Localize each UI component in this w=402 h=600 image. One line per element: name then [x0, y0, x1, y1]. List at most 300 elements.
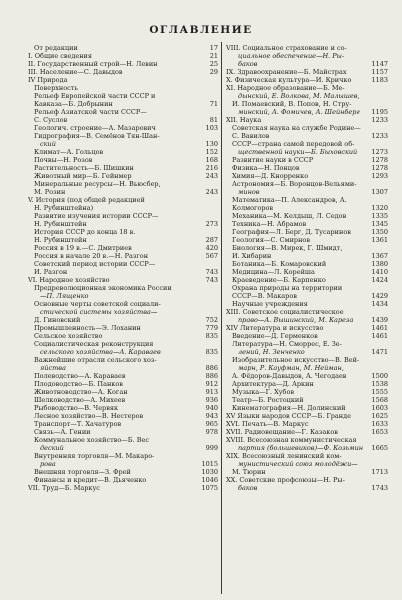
toc-entry [28, 220, 218, 228]
toc-entry [226, 84, 388, 92]
toc-entry [226, 300, 388, 308]
toc-entry [226, 236, 388, 244]
toc-entry [28, 340, 218, 348]
toc-entry-title: Животный мир—Б. Гейнмер [34, 172, 132, 180]
toc-entry [28, 372, 218, 380]
toc-entry [226, 476, 388, 484]
toc-entry [28, 324, 218, 332]
toc-entry-title: Растительность—Б. Шишкин [34, 164, 134, 172]
toc-entry-title: Рельеф Европейской части СССР и [34, 92, 156, 100]
toc-entry [226, 220, 388, 228]
toc-entry-title: Полеводство—А. Караваев [34, 372, 126, 380]
toc-entry [226, 244, 388, 252]
toc-entry-title: Введение—Д. Герменков [232, 332, 318, 340]
toc-entry [28, 236, 218, 244]
toc-entry-title: рова [40, 460, 56, 468]
toc-entry [226, 356, 388, 364]
toc-entry-title: Коммунальное хозяйство—Б. Вес [34, 436, 149, 444]
toc-entry [28, 300, 218, 308]
toc-entry-title: Развитие науки в СССР [232, 156, 314, 164]
toc-entry [226, 92, 388, 100]
toc-entry-title: яйства [40, 364, 66, 372]
toc-entry-title: Сельское хозяйство [34, 332, 103, 340]
toc-entry [226, 252, 388, 260]
toc-entry [226, 484, 388, 492]
toc-entry [28, 260, 218, 268]
toc-entry-title: минский, А. Фомичев, А. Шейнберг [238, 108, 360, 116]
toc-entry [226, 204, 388, 212]
toc-entry [226, 60, 388, 68]
toc-page-number: 1538 [371, 380, 388, 388]
toc-entry-title: Механика—М. Келдыш, Л. Седов [232, 212, 347, 220]
toc-page-number: 567 [205, 252, 218, 260]
toc-entry [28, 468, 218, 476]
toc-entry [28, 308, 218, 316]
toc-entry-title: Колмогоров [232, 204, 274, 212]
toc-page-number: 1439 [371, 316, 388, 324]
toc-entry-title: СССР—страна самой передовой об- [232, 140, 355, 148]
toc-entry [226, 292, 388, 300]
toc-page-number: 1603 [371, 404, 388, 412]
toc-page-number: 1471 [371, 348, 388, 356]
toc-entry [226, 316, 388, 324]
toc-page-number: 835 [205, 348, 218, 356]
toc-page-number: 1278 [371, 164, 388, 172]
toc-page-number: 81 [209, 116, 218, 124]
toc-page-number: 835 [205, 332, 218, 340]
toc-entry-title: Внешняя торговля—З. Фрей [34, 468, 131, 476]
toc-entry [28, 244, 218, 252]
toc-entry-title: Шелководство—А. Михеев [34, 396, 126, 404]
toc-entry-title: Гидрография—В. Семёнов Тян-Шан- [34, 132, 160, 140]
toc-entry-title: История СССР до конца 18 в. [34, 228, 136, 236]
toc-entry [226, 228, 388, 236]
toc-page-number: 243 [205, 172, 218, 180]
toc-entry-title: XII. Наука [226, 116, 262, 124]
toc-entry-title: I. Общие сведения [28, 52, 92, 60]
toc-entry [28, 364, 218, 372]
toc-entry [226, 380, 388, 388]
toc-entry [28, 140, 218, 148]
toc-entry-title: Биология—В. Мирек, Г. Шмидт, [232, 244, 343, 252]
toc-entry-title: лений, Н. Зенченко [238, 348, 305, 356]
toc-entry-title: Внутренняя торговля—М. Макаро- [34, 452, 155, 460]
toc-entry-title: Охрана природы на территории [232, 284, 343, 292]
toc-entry-title: Физика—Н. Понцов [232, 164, 300, 172]
toc-entry-title: циальное обеспечение—Н. Ры- [238, 52, 345, 60]
toc-entry [226, 68, 388, 76]
toc-entry [226, 468, 388, 476]
toc-entry [226, 436, 388, 444]
toc-entry-title: Научные учреждения [232, 300, 308, 308]
toc-entry-title: XVII. Радиовещание—Г. Казаков [226, 428, 338, 436]
toc-entry-title: М. Розин [34, 188, 66, 196]
toc-column-right [226, 44, 388, 594]
toc-entry [28, 436, 218, 444]
toc-page-number: 1424 [371, 276, 388, 284]
toc-page-number: 1461 [371, 324, 388, 332]
toc-page-number: 1293 [371, 172, 388, 180]
toc-entry [28, 452, 218, 460]
toc-entry [28, 316, 218, 324]
toc-entry-title: Н. Рубинштейна) [34, 204, 94, 212]
toc-entry-title: Связь—А. Гении [34, 428, 91, 436]
toc-entry [28, 188, 218, 196]
toc-entry-title: V. История (под общей редакцией [28, 196, 145, 204]
toc-entry [28, 156, 218, 164]
toc-entry [28, 404, 218, 412]
toc-entry-title: Геологич. строение—А. Мазарович [34, 124, 156, 132]
toc-entry-title: Д. Гиновский [34, 316, 81, 324]
toc-entry-title: мунистический союз молодёжи— [238, 460, 358, 468]
toc-entry-title: баков [238, 484, 258, 492]
toc-entry [28, 76, 218, 84]
toc-page-number: 1361 [371, 236, 388, 244]
toc-entry-title: III. Население—С. Давыдов [28, 68, 123, 76]
toc-entry-title: VI. Народное хозяйство [28, 276, 110, 284]
toc-entry-title: Климат—А. Гольцов [34, 148, 104, 156]
toc-page-number: 1713 [371, 468, 388, 476]
column-divider [221, 42, 222, 594]
toc-entry-title: IV Природа [28, 76, 68, 84]
toc-page-number: 943 [205, 412, 218, 420]
toc-entry-title: партия (большевиков)—Ф. Козьмин [238, 444, 364, 452]
toc-entry [28, 172, 218, 180]
toc-entry [226, 52, 388, 60]
toc-entry-title: II. Государственный строй—Н. Левин [28, 60, 158, 68]
toc-entry [28, 44, 218, 52]
toc-entry-title: Основные черты советской социали- [34, 300, 161, 308]
toc-entry [226, 124, 388, 132]
toc-page-number: 1015 [201, 460, 218, 468]
toc-entry [226, 372, 388, 380]
toc-entry-title: деский [40, 444, 64, 452]
toc-entry-title: От редакции [34, 44, 78, 52]
toc-page-number: 1555 [371, 388, 388, 396]
toc-entry-title: Театр—Б. Ростоцкий [232, 396, 304, 404]
toc-entry [28, 204, 218, 212]
toc-entry-title: Предреволюционная экономика России [34, 284, 172, 292]
toc-entry [28, 332, 218, 340]
toc-page-number: 1410 [371, 268, 388, 276]
toc-page-number: 130 [205, 140, 218, 148]
toc-entry-title: И. Разгон [34, 268, 68, 276]
toc-entry [28, 84, 218, 92]
toc-page-number: 1461 [371, 332, 388, 340]
toc-page-number: 1633 [371, 420, 388, 428]
toc-entry [28, 356, 218, 364]
toc-entry [28, 348, 218, 356]
toc-entry-title: Плодоводство—Б. Панков [34, 380, 123, 388]
toc-entry [28, 252, 218, 260]
toc-entry-title: Архитектура—Д. Аркин [232, 380, 314, 388]
toc-column-left [28, 44, 218, 594]
toc-page-number: 779 [205, 324, 218, 332]
toc-entry-title: Литература—Н. Сморрес, Е. Зе- [232, 340, 342, 348]
toc-entry [226, 276, 388, 284]
toc-entry [226, 148, 388, 156]
page-title: ОГЛАВЛЕНИЕ [149, 24, 253, 36]
toc-entry [226, 428, 388, 436]
toc-entry-title: Важнейшие отрасли сельского хоз- [34, 356, 157, 364]
toc-entry [226, 460, 388, 468]
toc-page-number: 743 [205, 268, 218, 276]
toc-page-number: 1350 [371, 228, 388, 236]
toc-entry [28, 444, 218, 452]
toc-entry-title: Астрономия—Б. Воронцов-Вельями- [232, 180, 357, 188]
toc-entry [226, 196, 388, 204]
toc-entry [28, 92, 218, 100]
toc-entry [28, 388, 218, 396]
toc-entry [226, 268, 388, 276]
toc-page-number: 1030 [201, 468, 218, 476]
toc-entry-title: XIX. Всесоюзный ленинский ком- [226, 452, 342, 460]
toc-entry [28, 460, 218, 468]
toc-entry-title: Химия—Д. Кнорренко [232, 172, 309, 180]
toc-page-number: 886 [205, 364, 218, 372]
toc-page-number: 168 [205, 156, 218, 164]
toc-entry [226, 284, 388, 292]
toc-entry-title: Советский период истории СССР— [34, 260, 156, 268]
toc-entry-title: Рыбоводство—В. Червяк [34, 404, 119, 412]
toc-entry [28, 100, 218, 108]
toc-entry-title: XI. Народное образование—Б. Ме- [226, 84, 345, 92]
toc-entry-title: сельского хозяйства—А. Караваев [40, 348, 161, 356]
toc-page-number: 1046 [201, 476, 218, 484]
toc-entry-title: баков [238, 60, 258, 68]
toc-entry-title: Промышленность—Э. Лоханин [34, 324, 141, 332]
toc-entry [226, 156, 388, 164]
toc-page-number: 29 [209, 68, 218, 76]
toc-page-number: 886 [205, 372, 218, 380]
toc-entry-title: Изобразительное искусство—В. Вей- [232, 356, 360, 364]
toc-page-number: 287 [205, 236, 218, 244]
toc-entry [28, 292, 218, 300]
toc-entry-title: Почвы—Н. Розов [34, 156, 93, 164]
toc-entry-title: С. Вавилов [232, 132, 270, 140]
toc-entry-title: Кинематография—Н. Долинский [232, 404, 346, 412]
toc-entry-title: СССР—В. Макаров [232, 292, 297, 300]
toc-page-number: 1195 [371, 108, 388, 116]
toc-entry [28, 196, 218, 204]
toc-entry [28, 428, 218, 436]
toc-entry-title: География—Л. Берг, Д. Тусаринов [232, 228, 351, 236]
toc-page-number: 1625 [371, 412, 388, 420]
toc-page-number: 21 [209, 52, 218, 60]
toc-entry-title: Музыка—Г. Хубов [232, 388, 295, 396]
toc-entry-title: Кавказа—Б. Добрынин [34, 100, 113, 108]
toc-entry [226, 44, 388, 52]
toc-page-number: 752 [205, 316, 218, 324]
toc-entry-title: Геология—С. Смирнов [232, 236, 310, 244]
toc-entry [226, 444, 388, 452]
toc-entry-title: IX. Здравоохранение—Б. Майстрах [226, 68, 347, 76]
toc-entry-title: Математика—П. Александров, А. [232, 196, 347, 204]
toc-page-number: 152 [205, 148, 218, 156]
toc-entry [28, 420, 218, 428]
toc-page-number: 1429 [371, 292, 388, 300]
toc-page-number: 999 [205, 444, 218, 452]
toc-entry-title: Н. Рубинштейн [34, 220, 87, 228]
toc-entry [226, 332, 388, 340]
toc-entry-title: XIV Литература и искусство [226, 324, 324, 332]
toc-entry [28, 164, 218, 172]
toc-page-number: 1665 [371, 444, 388, 452]
toc-entry [28, 52, 218, 60]
toc-entry [28, 484, 218, 492]
toc-entry [226, 308, 388, 316]
toc-entry [28, 268, 218, 276]
toc-entry [226, 364, 388, 372]
toc-entry-title: И. Хибарин [232, 252, 272, 260]
toc-page-number: 273 [205, 220, 218, 228]
toc-entry [28, 116, 218, 124]
toc-page-number: 1307 [371, 188, 388, 196]
toc-page-number: 71 [209, 100, 218, 108]
toc-entry [226, 140, 388, 148]
toc-entry [226, 404, 388, 412]
toc-entry-title: стической системы хозяйства— [40, 308, 158, 316]
toc-entry-title: VIII. Социальное страхование и со- [226, 44, 347, 52]
toc-entry [28, 212, 218, 220]
toc-entry-title: Медицина—Л. Корейша [232, 268, 315, 276]
toc-entry [28, 396, 218, 404]
toc-page-number: 978 [205, 428, 218, 436]
toc-page-number: 1743 [371, 484, 388, 492]
toc-entry-title: щественной науки—Б. Быховский [238, 148, 358, 156]
toc-entry-title: Финансы и кредит—В. Дьяченко [34, 476, 147, 484]
toc-entry [28, 476, 218, 484]
toc-entry-title: минов [238, 188, 260, 196]
toc-entry-title: Техника—Н. Абрамов [232, 220, 307, 228]
toc-entry [226, 420, 388, 428]
toc-entry-title: —П. Лященко [40, 292, 89, 300]
toc-entry [28, 124, 218, 132]
toc-page-number: 965 [205, 420, 218, 428]
toc-entry [28, 228, 218, 236]
toc-entry-title: XVIII. Всесоюзная коммунистическая [226, 436, 357, 444]
toc-entry [226, 412, 388, 420]
toc-page-number: 1273 [371, 148, 388, 156]
toc-page-number: 1233 [371, 116, 388, 124]
toc-entry [226, 388, 388, 396]
toc-entry [28, 180, 218, 188]
toc-entry-title: X. Физическая культура—И. Кричко [226, 76, 352, 84]
toc-page-number: 1147 [371, 60, 388, 68]
toc-entry-title: XIII. Советское социалистическое [226, 308, 344, 316]
toc-page-number: 1335 [371, 212, 388, 220]
toc-page-number: 1157 [371, 68, 388, 76]
toc-entry [226, 260, 388, 268]
toc-entry-title: И. Помаевский, В. Попов, Н. Стру- [232, 100, 352, 108]
toc-page-number: 25 [209, 60, 218, 68]
toc-page-number: 243 [205, 188, 218, 196]
toc-page-number: 1500 [371, 372, 388, 380]
toc-entry [28, 284, 218, 292]
toc-page-number: 936 [205, 396, 218, 404]
toc-page-number: 1380 [371, 260, 388, 268]
toc-entry-title: Лесное хозяйство—В. Нестеров [34, 412, 144, 420]
toc-page-number: 17 [209, 44, 218, 52]
toc-entry-title: Минеральные ресурсы—Н. Вьюсбер, [34, 180, 161, 188]
toc-entry-title: дынский, Е. Волкова, М. Малышев, [238, 92, 360, 100]
toc-entry [226, 212, 388, 220]
toc-entry-title: Рельеф Азиатской части СССР— [34, 108, 147, 116]
toc-entry [28, 132, 218, 140]
toc-page-number: 1568 [371, 396, 388, 404]
toc-page-number: 1653 [371, 428, 388, 436]
toc-page-number: 1278 [371, 156, 388, 164]
toc-page-number: 913 [205, 388, 218, 396]
toc-entry-title: XV Языки народов СССР—Б. Гранде [226, 412, 351, 420]
toc-entry [226, 348, 388, 356]
toc-page-number: 912 [205, 380, 218, 388]
toc-page-number: 743 [205, 276, 218, 284]
toc-page-number: 1183 [371, 76, 388, 84]
toc-page-number: 1345 [371, 220, 388, 228]
toc-entry-title: Ботаника—Б. Комаровский [232, 260, 327, 268]
toc-entry [28, 68, 218, 76]
toc-page-number: 1075 [201, 484, 218, 492]
toc-entry-title: Поверхность [34, 84, 78, 92]
toc-entry [226, 108, 388, 116]
toc-entry [226, 180, 388, 188]
toc-page-number: 216 [205, 164, 218, 172]
toc-entry [226, 188, 388, 196]
toc-page-number: 1320 [371, 204, 388, 212]
toc-entry-title: XX. Советские профсоюзы—Н. Ры- [226, 476, 345, 484]
toc-entry-title: Социалистическая реконструкция [34, 340, 154, 348]
toc-entry-title: марн, Р. Кауфман, М. Нейман, [238, 364, 344, 372]
toc-entry-title: Краеведение—Б. Карпенко [232, 276, 326, 284]
toc-entry [226, 324, 388, 332]
toc-entry-title: Россия в начале 20 в.—Н. Разгон [34, 252, 149, 260]
toc-entry [28, 148, 218, 156]
toc-entry [226, 396, 388, 404]
toc-entry-title: Развитие изучения истории СССР— [34, 212, 159, 220]
toc-entry [28, 60, 218, 68]
toc-page-number: 1233 [371, 132, 388, 140]
toc-page-number: 103 [205, 124, 218, 132]
toc-page-number: 420 [205, 244, 218, 252]
toc-entry [226, 116, 388, 124]
toc-entry-title: С. Суслов [34, 116, 68, 124]
toc-page-number: 940 [205, 404, 218, 412]
toc-entry [226, 100, 388, 108]
toc-entry-title: Россия в 19 в.—С. Дмитриев [34, 244, 132, 252]
toc-entry [226, 452, 388, 460]
toc-page-number: 1434 [371, 300, 388, 308]
toc-entry-title: Н. Рубинштейн [34, 236, 87, 244]
toc-entry [226, 172, 388, 180]
toc-entry-title: VII. Труд—Б. Маркус [28, 484, 100, 492]
toc-entry-title: XVI. Печать—В. Маркус [226, 420, 309, 428]
toc-entry-title: А. Фёдоров-Давыдов, А. Чегодаев [232, 372, 347, 380]
toc-entry-title: М. Тюрин [232, 468, 266, 476]
toc-entry-title: Животноводство—А. Коган [34, 388, 128, 396]
toc-entry [226, 76, 388, 84]
toc-entry [28, 276, 218, 284]
toc-entry-title: Советская наука на службе Родине— [232, 124, 361, 132]
toc-entry [28, 380, 218, 388]
toc-entry-title: Транспорт—Т. Хачатуров [34, 420, 122, 428]
toc-entry [226, 132, 388, 140]
toc-entry-title: ский [40, 140, 56, 148]
toc-entry-title: право—А. Вышинский, М. Кареза [238, 316, 354, 324]
toc-page-number: 1367 [371, 252, 388, 260]
toc-entry [28, 108, 218, 116]
toc-entry [226, 164, 388, 172]
